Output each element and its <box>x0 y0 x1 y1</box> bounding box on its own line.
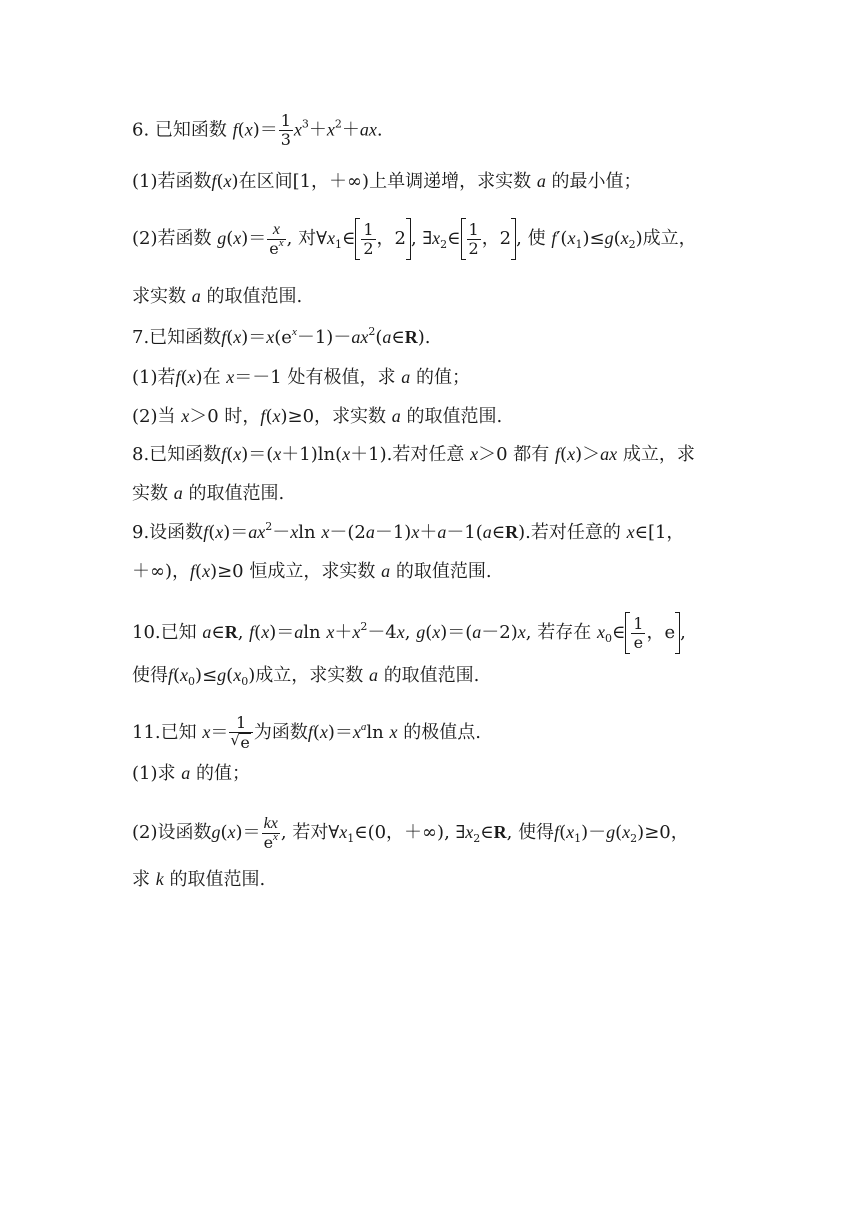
problem-8-cont: 实数 a 的取值范围. <box>132 483 285 504</box>
problem-11-part-1: (1)求 a 的值； <box>132 763 250 784</box>
problem-7-stem: 7.已知函数$f(x)=x(e^x-1)-ax^2(a\in R)$. <box>132 325 431 348</box>
problem-9-stem: 9.设函数$f(x)=ax^2-xln$ x－(2a－1)x＋a－1(a∈R).若对任意的 x∈[1， <box>132 520 685 543</box>
problem-10-cont: 使得$f(x_0)\le g(x_0)$成立，求实数 a 的取值范围. <box>132 665 480 688</box>
problem-9-cont: ＋∞)，f(x)≥0 恒成立，求实数 a 的取值范围. <box>132 561 492 582</box>
problem-11-part-2: (2)设函数g(x)＝ $\frac{kx}{e^x}$ , 若对$\forall x_1\in(0$，＋∞), $\exists x_2\in R$, 使得$f(x_1)-g(x_2)\ge 0$， <box>132 815 689 852</box>
problem-6-part-2-cont: 求实数 a 的取值范围. <box>132 286 303 307</box>
problem-7-part-2: (2)当 x＞0 时，f(x)≥0，求实数 a 的取值范围. <box>132 406 503 427</box>
problem-8-stem: 8.已知函数f(x)＝(x＋1)ln(x＋1).若对任意 x＞0 都有 f(x)＞ax 成立，求 <box>132 444 695 465</box>
problem-11-stem: 11.已知 x＝ 1 √ e 为函数$f(x)=x^a\ln$ x 的极值点. <box>132 714 481 752</box>
problem-11-part-2-cont: 求 k 的取值范围. <box>132 869 266 890</box>
problem-6-part-1: (1)若函数f(x)在区间[1，＋∞)上单调递增，求实数 a 的最小值； <box>132 171 642 192</box>
problem-7-part-1: (1)若f(x)在 x＝－1 处有极值，求 a 的值； <box>132 367 470 388</box>
problem-6-part-2: (2)若函数 g(x)＝ $\frac{x}{e^x}$ , 对$\forall x_1\in$ $\frac{1}{2}$ ，2 , $\exists x_2\in$ $\frac{1}{2}$ ，2 , 使 $f'(x_1)\le g(x_2)$成立， <box>132 219 697 258</box>
problem-10-stem: 10.已知 a∈R, f(x)＝aln $x+x^2-4x$, g(x)＝(a－2)x, 若存在 $x_0\in$ $\frac{1}{e}$ ，e , <box>132 612 686 654</box>
problem-6-stem: 6. 已知函数 f(x)＝ $\frac{1}{3}$ $x^3+x^2+ax$. <box>132 111 383 149</box>
